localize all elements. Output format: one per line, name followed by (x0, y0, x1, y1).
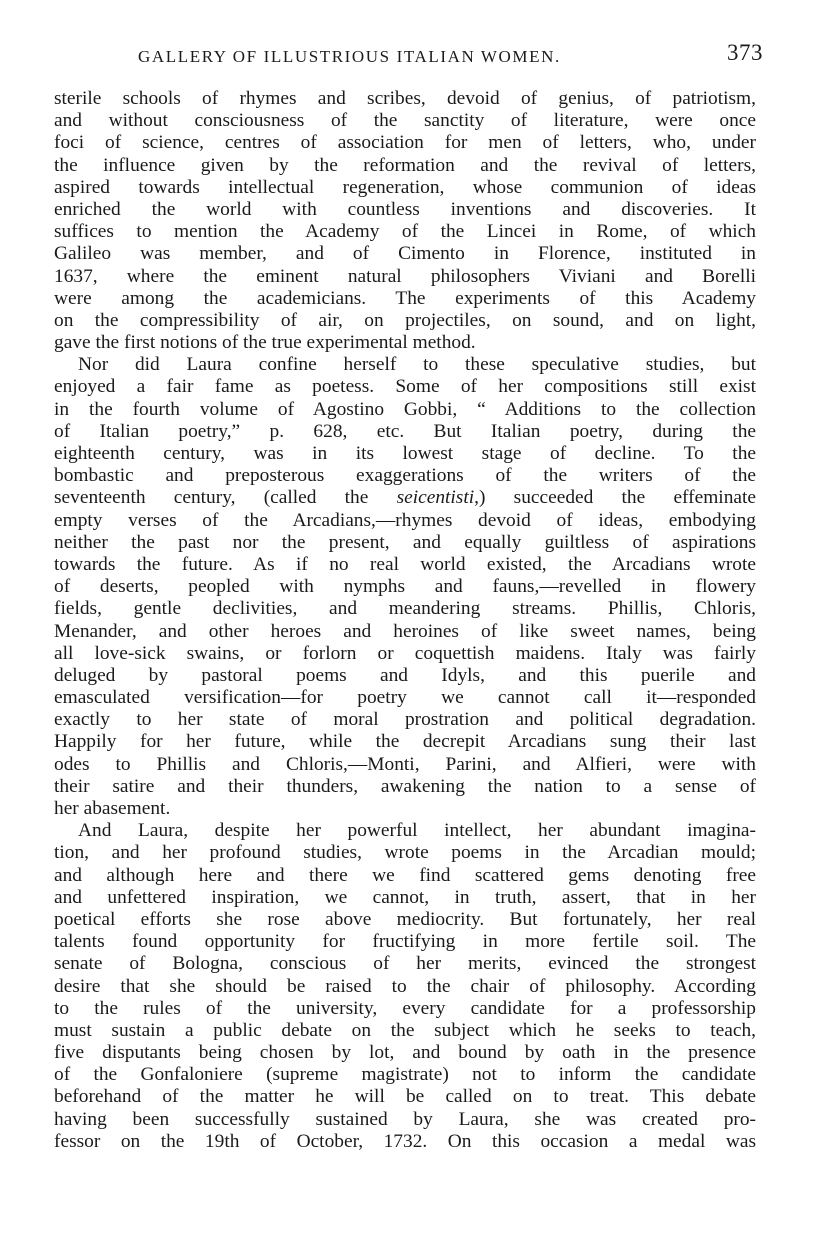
text-line: Galileo was member, and of Cimento in Florence, instituted in (54, 243, 756, 265)
text-line: senate of Bologna, conscious of her merits, evinced the strongest (54, 953, 756, 975)
text-line: having been successfully sustained by Laura, she was created pro- (54, 1108, 756, 1130)
text-line: Nor did Laura confine herself to these speculative studies, but (78, 354, 756, 376)
text-line: odes to Phillis and Chloris,—Monti, Parini, and Alfieri, were with (54, 753, 756, 775)
text-line: and although here and there we find scattered gems denoting free (54, 864, 756, 886)
text-line: gave the first notions of the true experimental method. (54, 332, 476, 354)
text-line: towards the future. As if no real world existed, the Arcadians wrote (54, 553, 756, 575)
text-line: her abasement. (54, 798, 171, 819)
text-line: to the rules of the university, every candidate for a professorship (54, 997, 756, 1019)
text-line: aspired towards intellectual regeneration, whose communion of ideas (54, 176, 756, 198)
text-line: all love-sick swains, or forlorn or coquettish maidens. Italy was fairly (54, 642, 756, 664)
text-line: of the Gonfaloniere (supreme magistrate) not to inform the candidate (54, 1064, 756, 1086)
text-line: the influence given by the reformation and the revival of letters, (54, 154, 756, 176)
text-line: sterile schools of rhymes and scribes, devoid of genius, of patriotism, (54, 88, 756, 109)
text-line: their satire and their thunders, awakening the nation to a sense of (54, 775, 756, 797)
body-text (54, 88, 756, 1153)
text-line: and without consciousness of the sanctity of literature, were once (54, 110, 756, 132)
text-line: poetical efforts she rose above mediocrity. But fortunately, her real (54, 908, 756, 930)
text-line: neither the past nor the present, and equally guiltless of aspirations (54, 531, 756, 553)
running-header (138, 38, 763, 72)
page-number: 373 (727, 40, 763, 65)
text-line: bombastic and preposterous exaggerations of the writers of the (54, 465, 756, 487)
text-line: of Italian poetry,” p. 628, etc. But Italian poetry, during the (54, 420, 756, 442)
text-line: fessor on the 19th of October, 1732. On this occasion a medal was (54, 1130, 756, 1152)
text-line: talents found opportunity for fructifying in more fertile soil. The (54, 931, 756, 953)
text-line: were among the academicians. The experiments of this Academy (54, 287, 756, 309)
text-line: tion, and her profound studies, wrote poems in the Arcadian mould; (54, 842, 756, 864)
text-line: emasculated versification—for poetry we cannot call it—responded (54, 687, 756, 709)
text-line: fields, gentle declivities, and meandering streams. Phillis, Chloris, (54, 598, 756, 620)
text-line: beforehand of the matter he will be called on to treat. This debate (54, 1086, 756, 1108)
text-line: seventeenth century, (called the seicentisti,) succeeded the effeminate (54, 487, 756, 509)
text-line: must sustain a public debate on the subject which he seeks to teach, (54, 1019, 756, 1041)
running-title: GALLERY OF ILLUSTRIOUS ITALIAN WOMEN. (138, 47, 561, 66)
text-line: of deserts, peopled with nymphs and fauns,—revelled in flowery (54, 576, 756, 598)
text-line: empty verses of the Arcadians,—rhymes devoid of ideas, embodying (54, 509, 756, 531)
text-line: Menander, and other heroes and heroines of like sweet names, being (54, 620, 756, 642)
text-line: five disputants being chosen by lot, and bound by oath in the presence (54, 1042, 756, 1064)
text-line: and unfettered inspiration, we cannot, in truth, assert, that in her (54, 886, 756, 908)
text-line: foci of science, centres of association for men of letters, who, under (54, 132, 756, 154)
text-line: in the fourth volume of Agostino Gobbi, “ Additions to the collection (54, 398, 756, 420)
text-line: And Laura, despite her powerful intellect, her abundant imagina- (78, 820, 756, 842)
text-line: desire that she should be raised to the chair of philosophy. According (54, 975, 756, 997)
text-line: enjoyed a fair fame as poetess. Some of her compositions still exist (54, 376, 756, 398)
text-line: on the compressibility of air, on projectiles, on sound, and on light, (54, 309, 756, 331)
text-line: deluged by pastoral poems and Idyls, and this puerile and (54, 664, 756, 686)
text-line: exactly to her state of moral prostration and political degradation. (54, 709, 756, 731)
text-line: suffices to mention the Academy of the Lincei in Rome, of which (54, 221, 756, 243)
text-line: Happily for her future, while the decrepit Arcadians sung their last (54, 731, 756, 753)
text-line: eighteenth century, was in its lowest stage of decline. To the (54, 443, 756, 464)
text-line: 1637, where the eminent natural philosophers Viviani and Borelli (54, 265, 756, 287)
text-line: enriched the world with countless inventions and discoveries. It (54, 198, 756, 220)
